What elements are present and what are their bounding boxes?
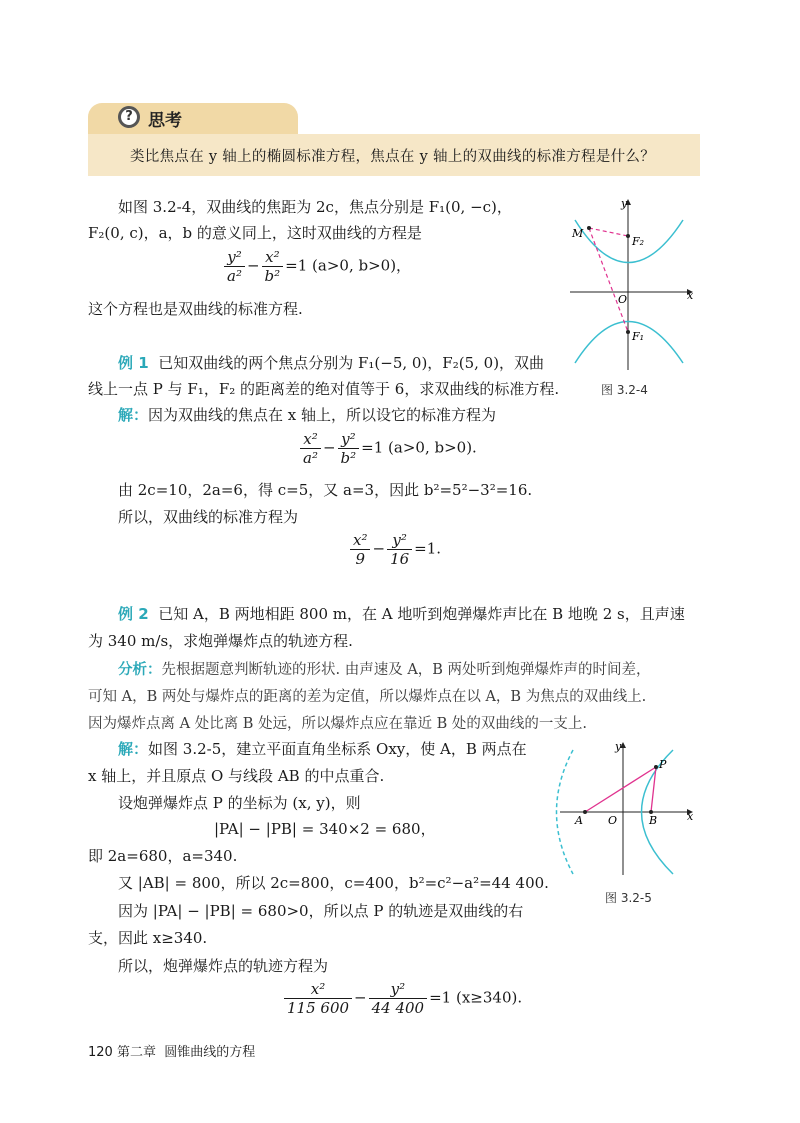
example-2-solution-4: |PA| − |PB| = 340×2 = 680， [214,820,436,838]
fig1-label-o: O [618,293,628,306]
intro-equation: $\frac{\text{y²}}{\text{a²}}$ − $\frac{\text{x²}}{\text{b²}}$ =1 (a>0, b>0)， [222,248,411,285]
fig1-label-y: y [621,197,628,210]
example-2-line-1: 例 2 已知 A，B 两地相距 800 m，在 A 地听到炮弹爆炸声比在 B 地晚 2 s，且声速 [118,605,685,623]
fig2-label-p: P [659,758,667,771]
example-2-analysis-2: 可知 A，B 两处与爆炸点的距离的差为定值，所以爆炸点在以 A，B 为焦点的双曲线上. [88,689,647,705]
fig2-label-a: A [575,814,583,827]
example-1-equation-2: $\frac{\text{x²}}{9}$ − $\frac{\text{y²}}{16}$ =1. [348,531,441,568]
fig1-label-f1: F₁ [632,330,645,343]
intro-line-3: 这个方程也是双曲线的标准方程. [88,300,303,318]
example-2-solution-7: 因为 |PA| − |PB| = 680>0，所以点 P 的轨迹是双曲线的右 [118,902,524,920]
chapter-title: 圆锥曲线的方程 [164,1045,256,1060]
example-1-solution-1: 解：因为双曲线的焦点在 x 轴上，所以设它的标准方程为 [118,406,497,424]
example-2-solution-6: 又 |AB| = 800，所以 2c=800，c=400，b²=c²−a²=44 400. [118,874,549,892]
question-icon: ? [118,106,140,128]
example-2-solution-5: 即 2a=680，a=340. [88,847,238,865]
example-2-analysis-1: 分析：先根据题意判断轨迹的形状. 由声速及 A，B 两处听到炮弹爆炸声的时间差， [118,662,651,678]
fig1-label-m: M [572,227,584,240]
chapter-label: 第二章 [116,1045,156,1060]
example-1-solution-2: 由 2c=10，2a=6，得 c=5，又 a=3，因此 b²=5²−3²=16. [118,481,533,499]
figure-3-2-4 [565,195,700,375]
example-2-solution-2: x 轴上，并且原点 O 与线段 AB 的中点重合. [88,767,385,785]
example-2-equation: $\frac{\text{x²}}{115 600}$ − $\frac{\text{y²}}{44 400}$ =1 (x≥340). [282,980,522,1017]
example-2-solution-8: 支，因此 x≥340. [88,929,208,947]
fig2-label-o: O [608,814,618,827]
figure-3-2-5-caption: 图 3.2-5 [605,891,652,905]
example-1-solution-3: 所以，双曲线的标准方程为 [118,508,299,526]
example-2-solution-1: 解：如图 3.2-5，建立平面直角坐标系 Oxy，使 A，B 两点在 [118,740,527,758]
figure-3-2-5 [555,740,700,880]
example-1-line-2: 线上一点 P 与 F₁，F₂ 的距离差的绝对值等于 6，求双曲线的标准方程. [88,380,560,398]
example-2-analysis-3: 因为爆炸点离 A 处比离 B 处远，所以爆炸点应在靠近 B 处的双曲线的一支上. [88,716,588,732]
think-title: 思考 [148,111,182,131]
fig2-label-x: x [687,810,694,823]
intro-line-1: 如图 3.2-4，双曲线的焦距为 2c，焦点分别是 F₁(0, −c)， [118,198,512,216]
example-1-equation-1: $\frac{\text{x²}}{\text{a²}}$ − $\frac{\text{y²}}{\text{b²}}$ =1 (a>0, b>0). [298,430,477,467]
figure-3-2-4-caption: 图 3.2-4 [601,383,648,397]
page-number: 120 [88,1045,113,1060]
example-2-solution-3: 设炮弹爆炸点 P 的坐标为 (x, y)，则 [118,794,361,812]
example-2-line-2: 为 340 m/s，求炮弹爆炸点的轨迹方程. [88,632,353,650]
fig1-label-f2: F₂ [632,235,645,248]
fig2-label-b: B [649,814,658,827]
fig1-label-x: x [687,289,694,302]
example-2-solution-9: 所以，炮弹爆炸点的轨迹方程为 [118,957,329,975]
think-question: 类比焦点在 y 轴上的椭圆标准方程，焦点在 y 轴上的双曲线的标准方程是什么？ [130,149,656,165]
example-1-line-1: 例 1 已知双曲线的两个焦点分别为 F₁(−5, 0)，F₂(5, 0)，双曲 [118,354,545,372]
page-footer [88,1041,255,1060]
fig2-label-y: y [615,740,622,753]
intro-line-2: F₂(0, c)，a，b 的意义同上，这时双曲线的方程是 [88,224,422,242]
